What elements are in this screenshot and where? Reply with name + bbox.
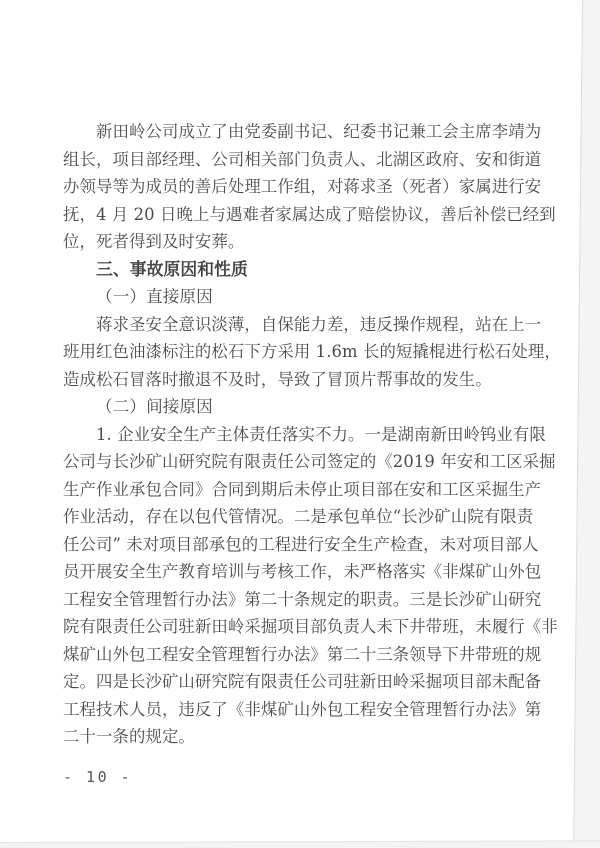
paragraph-line: 煤矿山外包工程安全管理暂行办法》第二十三条领导下井带班的规	[63, 644, 542, 664]
paragraph-line: 工程安全管理暂行办法》第二十条规定的职责。三是长沙矿山研究	[63, 589, 542, 609]
paragraph-line: 造成松石冒落时撤退不及时，导致了冒顶片帮事故的发生。	[63, 369, 492, 389]
paragraph-line: 员开展安全生产教育培训与考核工作，未严格落实《非煤矿山外包	[63, 562, 542, 581]
paragraph-line: 1. 企业安全生产主体责任落实不力。一是湖南新田岭钨业有限	[96, 424, 546, 444]
paragraph-line: 二十一条的规定。	[63, 727, 195, 746]
section-heading: 三、事故原因和性质	[96, 258, 248, 279]
scan-edge-right	[573, 0, 600, 848]
paragraph-line: 工程技术人员，违反了《非煤矿山外包工程安全管理暂行办法》第	[63, 699, 542, 719]
paragraph-line: 作业活动，存在以包代管情况。二是承包单位“长沙矿山院有限责	[63, 507, 534, 526]
paragraph-line: 位，死者得到及时安葬。	[63, 232, 245, 251]
paragraph-line: 班用红色油漆标注的松石下方采用 1.6m 长的短撬棍进行松石处理，	[63, 342, 561, 361]
paragraph-line: 任公司” 未对项目部承包的工程进行安全生产检查，未对项目部人	[63, 534, 539, 554]
subsection-heading-indirect-cause: （二）间接原因	[96, 397, 213, 416]
paragraph-line: 定。四是长沙矿山研究院有限责任公司驻新田岭采掘项目部未配备	[63, 672, 542, 691]
document-body	[63, 118, 561, 751]
paragraph-line: 公司与长沙矿山研究院有限责任公司签定的《2019 年安和工区采掘	[63, 452, 556, 471]
paragraph-line: 院有限责任公司驻新田岭采掘项目部负责人未下井带班，未履行《非	[63, 617, 558, 636]
paragraph-line: 组长，项目部经理、公司相关部门负责人、北湖区政府、安和街道	[63, 149, 542, 169]
paragraph-line: 办领导等为成员的善后处理工作组，对蒋求圣（死者）家属进行安	[63, 177, 542, 196]
paragraph-line: 新田岭公司成立了由党委副书记、纪委书记兼工会主席李靖为	[96, 122, 542, 141]
subsection-heading-direct-cause: （一）直接原因	[96, 287, 213, 306]
page-number: - 10 -	[63, 768, 133, 786]
paragraph-line: 生产作业承包合同》合同到期后未停止项目部在安和工区采掘生产	[63, 479, 542, 499]
paragraph-line: 抚，4 月 20 日晚上与遇难者家属达成了赔偿协议，善后补偿已经到	[63, 204, 556, 224]
paragraph-line: 蒋求圣安全意识淡薄，自保能力差，违反操作规程，站在上一	[96, 314, 542, 334]
scan-edge-bottom	[0, 840, 600, 848]
